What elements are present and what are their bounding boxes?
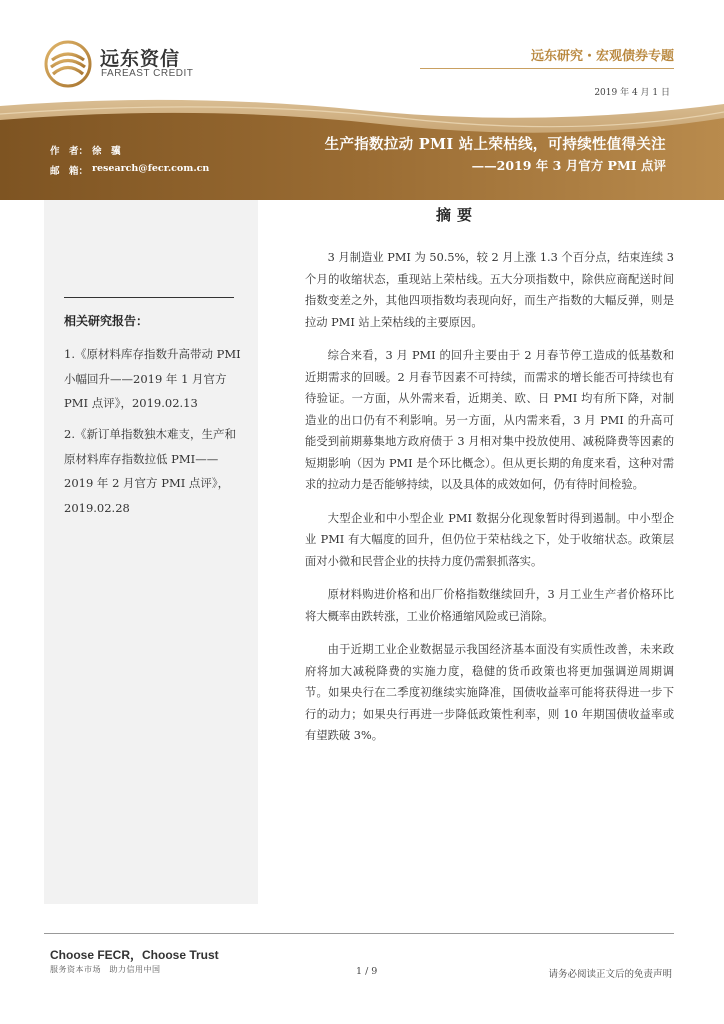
disclaimer-note: 请务必阅读正文后的免责声明	[548, 969, 672, 980]
abstract-paragraph: 综合来看，3 月 PMI 的回升主要由于 2 月春节停工造成的低基数和近期需求的回暖。2 月春节因素不可持续，而需求的增长能否可持续也有待验证。一方面，从外需来看，近期美、欧、日 PMI 均有所下降，对制造业的出口仍有不利影响。另一方面，从内需来看，3 月 PMI 的升高可能受到前期募集地方政府债于 3 月相对集中投放使用、减税降费等因素的短期影响（因为 PMI 是个环比概念）。但从更长期的角度来看，这种对需求的拉动力是否能够持续，以及具体的成效如何，仍有待时间检验。	[305, 349, 674, 491]
page-number: 1 / 9	[356, 966, 378, 977]
abstract-paragraph: 3 月制造业 PMI 为 50.5%，较 2 月上涨 1.3 个百分点，结束连续 3 个月的收缩状态，重现站上荣枯线。五大分项指数中，除供应商配送时间指数变差之外，其他四项指数均表现向好，而生产指数的大幅反弹，则是拉动 PMI 站上荣枯线的主要原因。	[305, 251, 674, 329]
related-report-item[interactable]: 1.《原材料库存指数升高带动 PMI 小幅回升——2019 年 1 月官方 PMI 点评》，2019.02.13	[64, 347, 241, 410]
related-report-item[interactable]: 2.《新订单指数独木难支，生产和原材料库存指数拉低 PMI——2019 年 2 月官方 PMI 点评》，2019.02.28	[64, 427, 236, 515]
email-label: 邮 箱：	[50, 166, 89, 177]
sidebar	[44, 200, 258, 904]
related-reports-heading: 相关研究报告：	[64, 314, 149, 328]
fareast-credit-logo-icon	[44, 40, 92, 88]
author-email[interactable]: research@fecr.com.cn	[92, 163, 210, 174]
footer-slogan-cn: 服务资本市场 助力信用中国	[50, 965, 161, 974]
footer-slogan-en: Choose FECR，Choose Trust	[50, 948, 219, 962]
abstract-body	[305, 247, 674, 759]
sidebar-divider	[64, 297, 234, 298]
footer-divider	[44, 933, 674, 934]
author-label: 作 者：	[50, 146, 89, 157]
brand-name-cn: 远东资信	[100, 48, 181, 70]
abstract-paragraph: 大型企业和中小型企业 PMI 数据分化现象暂时得到遏制。中小型企业 PMI 有大幅度的回升，但仍位于荣枯线之下，处于收缩状态。政策层面对小微和民营企业的扶持力度仍需狠抓落实。	[305, 511, 674, 568]
abstract-paragraph: 由于近期工业企业数据显示我国经济基本面没有实质性改善，未来政府将加大减税降费的实施力度，稳健的货币政策也将更加强调逆周期调节。如果央行在二季度初继续实施降准，国债收益率可能将获得进一步下行的动力；如果央行再进一步降低政策性利率，则 10 年期国债收益率或有望跌破 3%。	[305, 643, 674, 742]
brand-name-en: FAREAST CREDIT	[101, 68, 194, 79]
report-title: 生产指数拉动 PMI 站上荣枯线，可持续性值得关注	[324, 136, 666, 153]
abstract-heading: 摘要	[436, 206, 479, 224]
abstract-paragraph: 原材料购进价格和出厂价格指数继续回升，3 月工业生产者价格环比将大概率由跌转涨，工业价格通缩风险或已消除。	[305, 588, 674, 623]
author-name: 徐 骥	[92, 146, 121, 157]
report-series: 远东研究・宏观债券专题	[530, 49, 674, 64]
report-date: 2019 年 4 月 1 日	[594, 88, 670, 98]
report-subtitle: ——2019 年 3 月官方 PMI 点评	[471, 158, 666, 173]
series-underline	[420, 68, 674, 69]
